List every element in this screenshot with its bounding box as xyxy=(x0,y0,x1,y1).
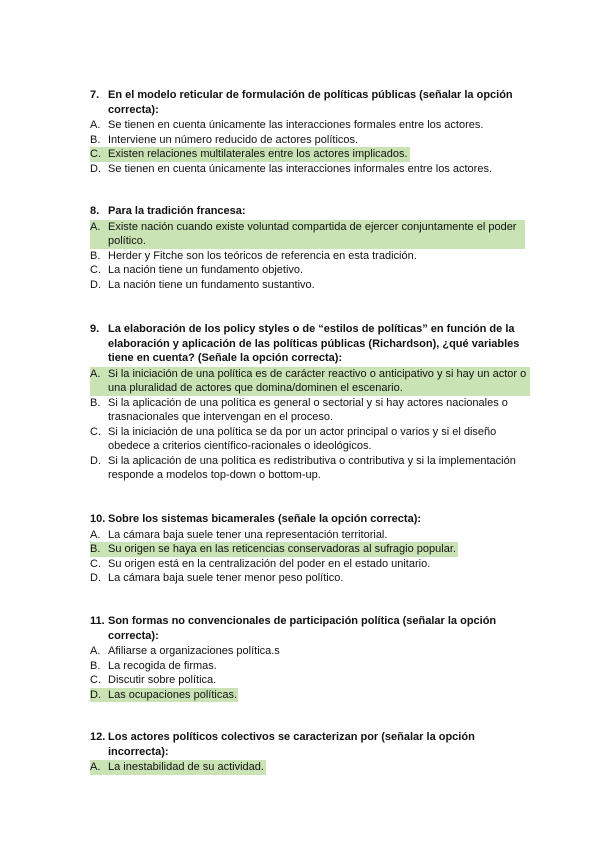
option-text: Herder y Fitche son los teóricos de referencia en esta tradición. xyxy=(108,249,417,262)
option-b xyxy=(90,659,530,674)
question-text: La elaboración de los policy styles o de “estilos de políticas” en función de la elaboración y aplicación de las políticas públicas (Richardson), ¿qué variables tiene en cuenta? (Señale la opción correcta): xyxy=(108,323,520,364)
option-text: Su origen está en la centralización del poder en el estado unitario. xyxy=(108,557,431,570)
question-number: 11. xyxy=(90,615,105,627)
option-letter: C. xyxy=(90,425,101,438)
option-text: Se tienen en cuenta únicamente las interacciones formales entre los actores. xyxy=(108,119,484,131)
option-letter: A. xyxy=(90,645,101,657)
question-9 xyxy=(90,322,530,483)
option-c xyxy=(90,263,530,278)
question-8 xyxy=(90,204,530,292)
question-number: 10. xyxy=(90,513,106,525)
option-text: Las ocupaciones políticas. xyxy=(108,688,238,701)
option-text: La nación tiene un fundamento objetivo. xyxy=(108,264,304,276)
question-number: 12. xyxy=(90,731,106,743)
option-a xyxy=(90,118,530,133)
option-text: Afiliarse a organizaciones política.s xyxy=(108,645,280,657)
option-text: Si la iniciación de una política se da por un actor principal o varios y si el diseño obedece a criterios científico-racionales o ideológicos. xyxy=(108,425,497,452)
option-text: Discutir sobre política. xyxy=(108,674,217,686)
option-text: Interviene un número reducido de actores políticos. xyxy=(108,133,359,146)
question-text: Son formas no convencionales de participación política (señalar la opción correcta): xyxy=(108,615,497,642)
question-7 xyxy=(90,88,530,176)
option-text: La cámara baja suele tener una representación territorial. xyxy=(108,528,388,541)
option-letter: B. xyxy=(90,249,101,262)
question-number: 7. xyxy=(90,89,100,101)
option-letter: B. xyxy=(90,396,101,409)
option-letter: B. xyxy=(90,659,101,672)
question-title xyxy=(90,204,530,219)
option-a xyxy=(90,644,530,659)
option-b xyxy=(90,249,530,264)
option-text: Si la aplicación de una política es general o sectorial y si hay actores nacionales o trasnacionales que intervengan en el proceso. xyxy=(108,396,508,423)
option-text: La recogida de firmas. xyxy=(108,659,217,672)
option-c xyxy=(90,673,530,688)
option-b xyxy=(90,133,530,148)
option-a xyxy=(90,528,530,543)
option-letter: A. xyxy=(90,119,101,131)
option-c xyxy=(90,557,530,572)
option-d xyxy=(90,278,530,293)
question-number: 8. xyxy=(90,205,100,217)
option-letter: A. xyxy=(90,367,101,380)
option-text: Si la aplicación de una política es redistributiva o contributiva y si la implementación responde a modelos top-down o bottom-up. xyxy=(108,454,516,481)
question-title xyxy=(90,512,530,527)
question-text: Sobre los sistemas bicamerales (señale la opción correcta): xyxy=(108,513,422,525)
option-d xyxy=(90,454,530,483)
option-letter: C. xyxy=(90,264,101,276)
option-letter: A. xyxy=(90,761,101,773)
option-letter: A. xyxy=(90,528,101,541)
question-10 xyxy=(90,512,530,586)
option-text: Existe nación cuando existe voluntad compartida de ejercer conjuntamente el poder político. xyxy=(108,220,517,247)
option-d xyxy=(90,162,530,177)
option-letter: D. xyxy=(90,278,101,291)
question-title xyxy=(90,322,530,366)
option-text: Se tienen en cuenta únicamente las interacciones informales entre los actores. xyxy=(108,162,492,175)
question-text: En el modelo reticular de formulación de políticas públicas (señalar la opción correcta): xyxy=(108,89,513,116)
option-letter: D. xyxy=(90,162,101,175)
question-11 xyxy=(90,614,530,702)
option-text: Si la iniciación de una política es de carácter reactivo o anticipativo y si hay un actor o una pluralidad de actores que domina/dominen el escenario. xyxy=(108,367,527,394)
question-text: Los actores políticos colectivos se caracterizan por (señalar la opción incorrecta): xyxy=(108,731,475,758)
option-c xyxy=(90,425,530,454)
option-d xyxy=(90,571,530,586)
option-c-correct xyxy=(90,147,410,162)
option-letter: C. xyxy=(90,557,101,570)
option-letter: B. xyxy=(90,543,101,555)
option-letter: B. xyxy=(90,133,101,146)
option-d-correct xyxy=(90,688,238,703)
option-a-correct xyxy=(90,760,266,775)
question-12 xyxy=(90,730,530,775)
question-title xyxy=(90,88,530,117)
option-letter: C. xyxy=(90,674,101,686)
option-b-correct xyxy=(90,542,458,557)
option-a-correct xyxy=(90,367,530,396)
option-letter: D. xyxy=(90,454,101,467)
option-letter: C. xyxy=(90,148,101,160)
option-letter: A. xyxy=(90,220,101,233)
question-title xyxy=(90,614,530,643)
question-number: 9. xyxy=(90,323,100,335)
option-text: Su origen se haya en las reticencias conservadoras al sufragio popular. xyxy=(108,543,456,555)
option-letter: D. xyxy=(90,572,101,584)
option-text: Existen relaciones multilaterales entre los actores implicados. xyxy=(108,148,408,160)
option-letter: D. xyxy=(90,688,101,701)
option-text: La inestabilidad de su actividad. xyxy=(108,761,264,773)
question-title xyxy=(90,730,530,759)
option-a-correct xyxy=(90,220,525,249)
option-text: La nación tiene un fundamento sustantivo. xyxy=(108,278,315,291)
option-b xyxy=(90,396,530,425)
option-text: La cámara baja suele tener menor peso político. xyxy=(108,572,344,584)
question-text: Para la tradición francesa: xyxy=(108,205,246,217)
